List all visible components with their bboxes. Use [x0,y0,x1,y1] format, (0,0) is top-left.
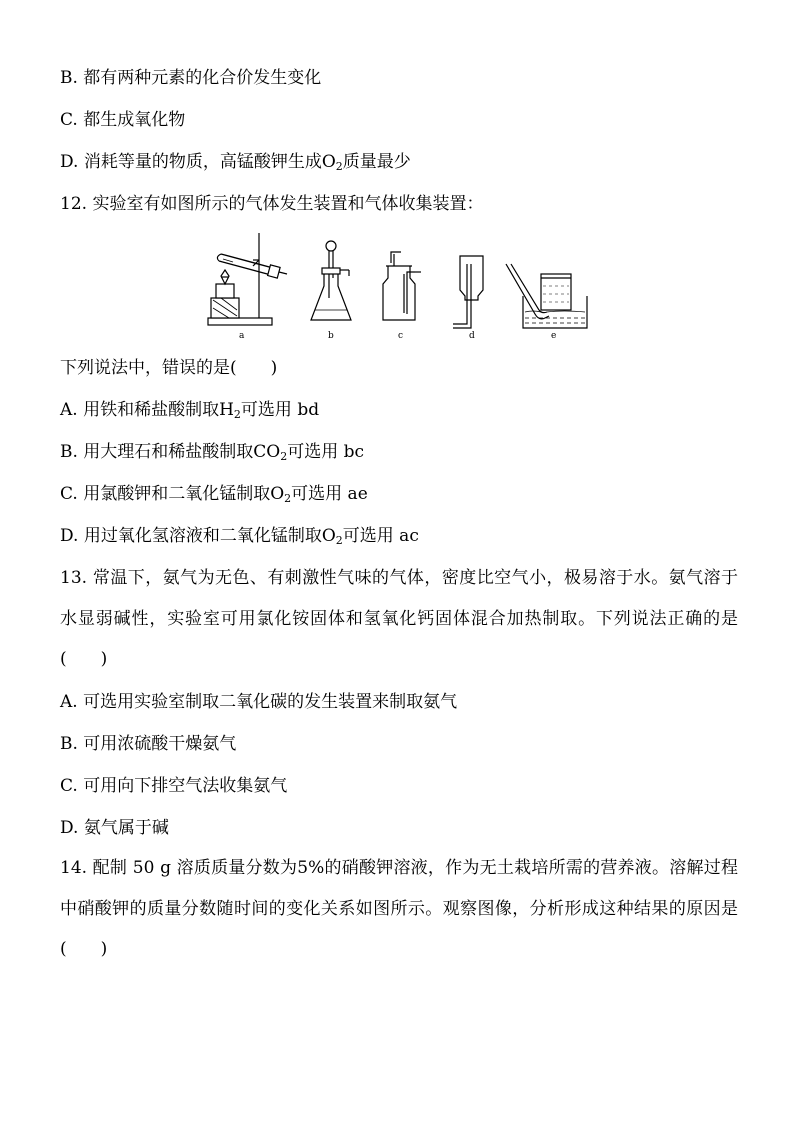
subscript: 2 [280,450,288,463]
q12-option-c-text: C. 用氯酸钾和二氧化锰制取O [60,484,285,504]
q12-stem: 12. 实验室有如图所示的气体发生装置和气体收集装置： [60,194,484,214]
q12-option-c-tail: 可选用 ae [291,484,368,504]
q13-option-c: C. 可用向下排空气法收集氨气 [60,776,288,796]
apparatus-d [453,256,483,328]
q12-option-a-text: A. 用铁和稀盐酸制取H [60,400,234,420]
figure-label-e: e [551,331,557,341]
q11-option-d-text: D. 消耗等量的物质，高锰酸钾生成O [60,152,336,172]
q12-option-a-tail: 可选用 bd [240,400,320,420]
q12-option-a [60,398,319,427]
q12-option-b-text: B. 用大理石和稀盐酸制取CO [60,442,281,462]
q12-option-d [60,524,419,553]
q12-question: 下列说法中，错误的是( ) [60,358,278,378]
apparatus-c [383,252,421,320]
q12-option-d-tail: 可选用 ac [342,526,419,546]
subscript: 2 [335,160,343,173]
subscript: 2 [335,534,343,547]
apparatus-a [208,233,287,325]
q11-option-b: B. 都有两种元素的化合价发生变化 [60,68,322,88]
figure-label-c: c [398,331,404,341]
q13-option-b: B. 可用浓硫酸干燥氨气 [60,734,237,754]
q13-option-d: D. 氨气属于碱 [60,818,169,838]
q12-option-b [60,440,364,469]
q13-option-a: A. 可选用实验室制取二氧化碳的发生装置来制取氨气 [60,692,458,712]
subscript: 2 [284,492,292,505]
q12-option-d-text: D. 用过氧化氢溶液和二氧化锰制取O [60,526,336,546]
q12-option-b-tail: 可选用 bc [287,442,365,462]
apparatus-svg [203,228,593,346]
q11-option-c: C. 都生成氧化物 [60,110,186,130]
figure-label-b: b [328,331,334,341]
q14-stem: 14. 配制 50 g 溶质质量分数为5%的硝酸钾溶液，作为无土栽培所需的营养液。溶解过程中硝酸钾的质量分数随时间的变化关系如图所示。观察图像，分析形成这种结果的原因是( ) [60,858,738,959]
q13-stem: 13. 常温下，氨气为无色、有刺激性气味的气体，密度比空气小，极易溶于水。氨气溶于水显弱碱性，实验室可用氯化铵固体和氢氧化钙固体混合加热制取。下列说法正确的是( ) [60,568,738,669]
apparatus-figure [203,228,593,346]
figure-label-a: a [239,331,245,341]
subscript: 2 [233,408,241,421]
apparatus-e [506,264,587,328]
figure-label-d: d [469,331,475,341]
q12-option-c [60,482,368,511]
q11-option-d [60,150,411,179]
apparatus-b [311,241,351,320]
q11-option-d-tail: 质量最少 [342,152,411,172]
